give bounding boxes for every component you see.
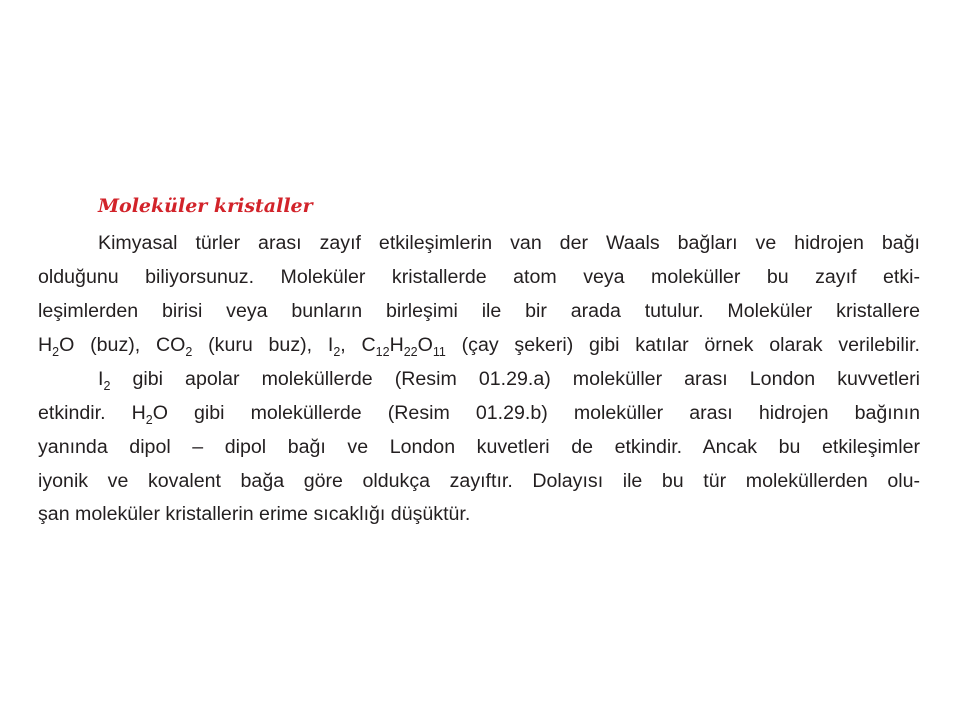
formula-i2-i: I [98,368,104,390]
text-segment: gibi apolar moleküllerde (Resim 01.29.a) moleküller arası London kuvvetleri [110,368,920,390]
text-segment: O gibi moleküllerde (Resim 01.29.b) moleküller arası hidrojen bağının [152,402,920,424]
paragraph-2-line-3: yanında dipol – dipol bağı ve London kuvetleri de etkindir. Ancak bu etkileşimler [38,436,920,458]
subscript: 12 [375,345,390,359]
section-heading: Moleküler kristaller [98,195,313,217]
subscript: 2 [145,413,153,427]
text-segment: H [389,334,404,356]
paragraph-1-line-1: Kimyasal türler arası zayıf etkileşimlerin van der Waals bağları ve hidrojen bağı [98,232,920,254]
subscript: 2 [52,345,60,359]
text-segment: O (buz), CO [59,334,186,356]
subscript: 2 [185,345,193,359]
paragraph-2-line-5: şan moleküler kristallerin erime sıcaklığı düşüktür. [38,503,471,525]
paragraph-1-line-4 [38,333,920,357]
paragraph-1-line-3: leşimlerden birisi veya bunların birleşimi ile bir arada tutulur. Moleküler kristallere [38,300,920,322]
subscript: 22 [403,345,418,359]
formula-h2o-h: H [38,334,53,356]
subscript: 2 [103,379,111,393]
paragraph-2-line-4: iyonik ve kovalent bağa göre oldukça zayıftır. Dolayısı ile bu tür moleküllerden olu- [38,470,920,492]
text-segment: , C [340,334,376,356]
text-segment: (çay şekeri) gibi katılar örnek olarak verilebilir. [445,334,920,356]
paragraph-1-line-2: olduğunu biliyorsunuz. Moleküler kristallerde atom veya moleküller bu zayıf etki- [38,266,920,288]
text-segment: O [417,334,433,356]
text-segment: (kuru buz), I [192,334,334,356]
subscript: 2 [333,345,341,359]
subscript: 11 [432,345,446,359]
paragraph-2-line-2 [38,401,920,425]
text-segment: etkindir. H [38,402,146,424]
paragraph-2-line-1 [98,367,920,391]
